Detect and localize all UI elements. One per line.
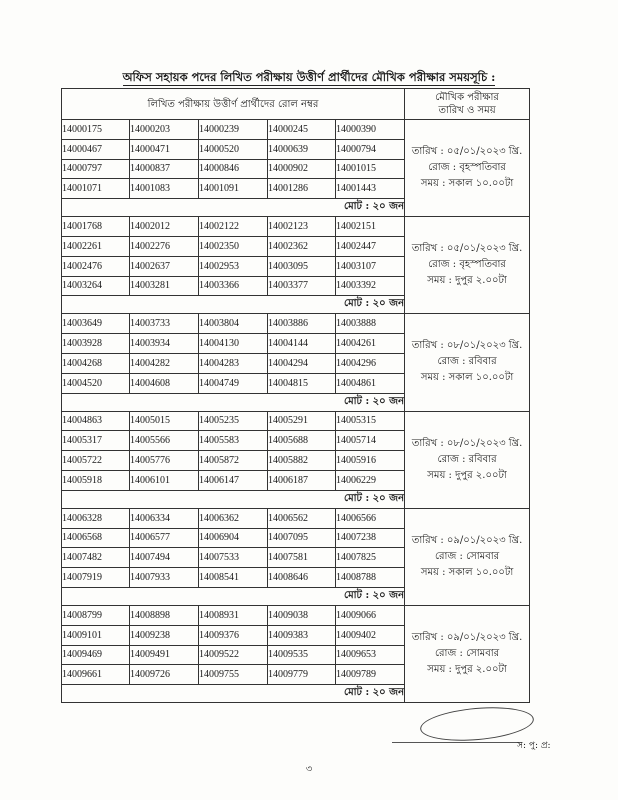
schedule-date: তারিখ : ০৫/০১/২০২৩ খ্রি. [411,146,523,158]
roll-number-cell: 14003649 [62,314,130,334]
roll-number-cell: 14006904 [199,528,268,548]
roll-number-cell: 14006229 [336,470,405,490]
roll-number-cell: 14001083 [130,179,199,199]
roll-number-cell: 14001286 [268,179,336,199]
roll-number-cell: 14000794 [336,139,405,159]
table-row [62,411,530,431]
signature-label: স: পু: প্র: [517,741,551,751]
roll-number-cell: 14005872 [199,451,268,471]
roll-number-cell: 14006362 [199,508,268,528]
roll-number-cell: 14006577 [130,528,199,548]
roll-number-cell: 14001443 [336,179,405,199]
roll-number-cell: 14001768 [62,217,130,237]
schedule-day: রোজ : রবিবার [437,356,497,368]
schedule-day: রোজ : সোমবার [434,550,500,562]
schedule-column-header [405,89,530,120]
roll-number-cell: 14007533 [199,548,268,568]
roll-number-cell: 14005722 [62,451,130,471]
table-row [62,120,530,140]
roll-number-cell: 14009755 [199,665,268,685]
schedule-date: তারিখ : ০৮/০১/২০২৩ খ্রি. [411,340,523,352]
roll-number-cell: 14009522 [199,645,268,665]
schedule-day: রোজ : বৃহস্পতিবার [428,162,506,174]
roll-number-cell: 14004261 [336,334,405,354]
table-row [62,217,530,237]
roll-number-cell: 14006562 [268,508,336,528]
roll-number-cell: 14003377 [268,276,336,296]
roll-number-cell: 14009653 [336,645,405,665]
interview-schedule-cell [405,411,530,508]
roll-number-cell: 14009726 [130,665,199,685]
roll-number-cell: 14005583 [199,431,268,451]
roll-number-cell: 14004296 [336,353,405,373]
roll-number-cell: 14005015 [130,411,199,431]
roll-number-cell: 14005291 [268,411,336,431]
schedule-day: রোজ : রবিবার [437,453,497,465]
roll-number-cell: 14009038 [268,605,336,625]
roll-number-cell: 14008799 [62,605,130,625]
roll-number-cell: 14006328 [62,508,130,528]
roll-column-header: লিখিত পরীক্ষায় উত্তীর্ণ প্রার্থীদের রোল নম্বর [62,89,405,120]
schedule-date: তারিখ : ০৯/০১/২০২৩ খ্রি. [411,632,523,644]
roll-number-cell: 14004283 [199,353,268,373]
roll-number-cell: 14002276 [130,236,199,256]
roll-number-cell: 14009661 [62,665,130,685]
roll-number-cell: 14009066 [336,605,405,625]
roll-number-cell: 14008931 [199,605,268,625]
schedule-table [61,88,530,703]
roll-number-cell: 14003928 [62,334,130,354]
roll-number-cell: 14005918 [62,470,130,490]
group-total: মোট : ২০ জন [62,685,405,703]
roll-number-cell: 14007095 [268,528,336,548]
table-row [62,314,530,334]
roll-number-cell: 14002350 [199,236,268,256]
document-title [0,69,618,88]
roll-number-cell: 14008646 [268,568,336,588]
interview-schedule-cell [405,605,530,702]
table-row [62,605,530,625]
roll-number-cell: 14000390 [336,120,405,140]
group-total: মোট : ২০ জন [62,393,405,411]
roll-number-cell: 14003934 [130,334,199,354]
roll-number-cell: 14002953 [199,256,268,276]
roll-number-cell: 14007238 [336,528,405,548]
roll-number-cell: 14002012 [130,217,199,237]
table-header-row [62,89,530,120]
roll-number-cell: 14005714 [336,431,405,451]
roll-number-cell: 14009238 [130,625,199,645]
interview-schedule-cell [405,314,530,411]
roll-number-cell: 14002447 [336,236,405,256]
roll-number-cell: 14007933 [130,568,199,588]
roll-number-cell: 14009789 [336,665,405,685]
roll-number-cell: 14009779 [268,665,336,685]
roll-number-cell: 14007482 [62,548,130,568]
roll-number-cell: 14003095 [268,256,336,276]
roll-number-cell: 14008541 [199,568,268,588]
roll-number-cell: 14000846 [199,159,268,179]
roll-number-cell: 14003888 [336,314,405,334]
roll-number-cell: 14003733 [130,314,199,334]
roll-number-cell: 14006568 [62,528,130,548]
roll-number-cell: 14004608 [130,373,199,393]
roll-number-cell: 14007494 [130,548,199,568]
interview-schedule-cell [405,120,530,217]
schedule-time: সময় : সকাল ১০.০০টা [420,566,514,578]
roll-number-cell: 14002122 [199,217,268,237]
roll-number-cell: 14004863 [62,411,130,431]
roll-number-cell: 14005688 [268,431,336,451]
roll-number-cell: 14009383 [268,625,336,645]
roll-number-cell: 14003886 [268,314,336,334]
schedule-day: রোজ : সোমবার [434,648,500,660]
signature-line [392,742,522,743]
roll-number-cell: 14004144 [268,334,336,354]
roll-number-cell: 14007825 [336,548,405,568]
roll-number-cell: 14000245 [268,120,336,140]
roll-number-cell: 14003281 [130,276,199,296]
roll-number-cell: 14005916 [336,451,405,471]
roll-number-cell: 14003107 [336,256,405,276]
roll-number-cell: 14000837 [130,159,199,179]
schedule-time: সময় : সকাল ১০.০০টা [420,372,514,384]
roll-number-cell: 14006334 [130,508,199,528]
roll-number-cell: 14005882 [268,451,336,471]
roll-number-cell: 14003366 [199,276,268,296]
roll-number-cell: 14002476 [62,256,130,276]
roll-number-cell: 14004815 [268,373,336,393]
roll-number-cell: 14008788 [336,568,405,588]
roll-number-cell: 14006147 [199,470,268,490]
roll-number-cell: 14001015 [336,159,405,179]
schedule-header-line2: তারিখ ও সময় [438,105,496,116]
table-row [62,508,530,528]
roll-number-cell: 14005566 [130,431,199,451]
roll-number-cell: 14003804 [199,314,268,334]
schedule-header-line1: মৌখিক পরীক্ষার [435,92,499,103]
roll-number-cell: 14000467 [62,139,130,159]
roll-number-cell: 14000175 [62,120,130,140]
schedule-date: তারিখ : ০৫/০১/২০২৩ খ্রি. [411,243,523,255]
roll-number-cell: 14008898 [130,605,199,625]
roll-number-cell: 14002151 [336,217,405,237]
group-total: মোট : ২০ জন [62,490,405,508]
roll-number-cell: 14000203 [130,120,199,140]
schedule-time: সময় : দুপুর ২.০০টা [427,469,507,481]
roll-number-cell: 14004282 [130,353,199,373]
roll-number-cell: 14004130 [199,334,268,354]
roll-number-cell: 14005315 [336,411,405,431]
roll-number-cell: 14004268 [62,353,130,373]
roll-number-cell: 14003264 [62,276,130,296]
roll-number-cell: 14002362 [268,236,336,256]
roll-number-cell: 14009535 [268,645,336,665]
page-number: ৩ [305,764,313,775]
interview-schedule-cell [405,508,530,605]
roll-number-cell: 14009402 [336,625,405,645]
schedule-date: তারিখ : ০৮/০১/২০২৩ খ্রি. [411,437,523,449]
roll-number-cell: 14006101 [130,470,199,490]
group-total: মোট : ২০ জন [62,199,405,217]
roll-number-cell: 14002123 [268,217,336,237]
group-total: মোট : ২০ জন [62,587,405,605]
roll-number-cell: 14004294 [268,353,336,373]
interview-schedule-cell [405,217,530,314]
roll-number-cell: 14009491 [130,645,199,665]
roll-number-cell: 14000639 [268,139,336,159]
roll-number-cell: 14009469 [62,645,130,665]
roll-number-cell: 14000239 [199,120,268,140]
roll-number-cell: 14000520 [199,139,268,159]
roll-number-cell: 14002637 [130,256,199,276]
roll-number-cell: 14005235 [199,411,268,431]
roll-number-cell: 14005776 [130,451,199,471]
roll-number-cell: 14001091 [199,179,268,199]
roll-number-cell: 14004520 [62,373,130,393]
roll-number-cell: 14002261 [62,236,130,256]
schedule-date: তারিখ : ০৯/০১/২০২৩ খ্রি. [411,534,523,546]
schedule-time: সময় : দুপুর ২.০০টা [427,275,507,287]
roll-number-cell: 14006566 [336,508,405,528]
roll-number-cell: 14004749 [199,373,268,393]
roll-number-cell: 14006187 [268,470,336,490]
roll-number-cell: 14000471 [130,139,199,159]
roll-number-cell: 14007581 [268,548,336,568]
roll-number-cell: 14000797 [62,159,130,179]
schedule-time: সময় : সকাল ১০.০০টা [420,178,514,190]
roll-number-cell: 14005317 [62,431,130,451]
roll-number-cell: 14007919 [62,568,130,588]
document-title-text: অফিস সহায়ক পদের লিখিত পরীক্ষায় উত্তীর্ণ প্রার্থীদের মৌখিক পরীক্ষার সময়সূচি : [122,70,496,84]
roll-number-cell: 14004861 [336,373,405,393]
schedule-time: সময় : দুপুর ২.০০টা [427,664,507,676]
roll-number-cell: 14009101 [62,625,130,645]
roll-number-cell: 14000902 [268,159,336,179]
roll-number-cell: 14003392 [336,276,405,296]
schedule-day: রোজ : বৃহস্পতিবার [428,259,506,271]
group-total: মোট : ২০ জন [62,296,405,314]
roll-number-cell: 14001071 [62,179,130,199]
roll-number-cell: 14009376 [199,625,268,645]
